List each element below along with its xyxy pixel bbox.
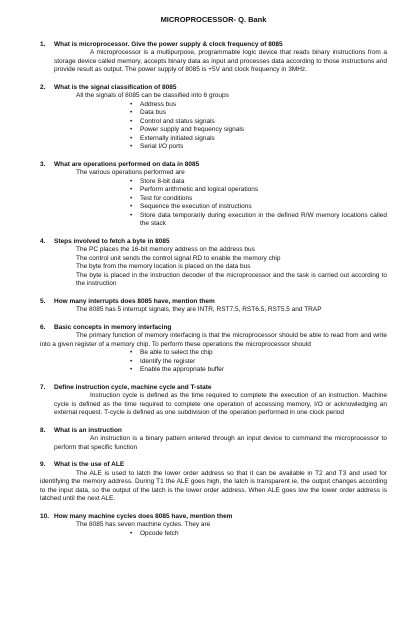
question-3: [40, 161, 387, 229]
answer-paragraph: Instruction cycle is defined as the time required to complete the execution of an instruction. Machine cycle is defined as the time required to complete one operation of accessing memory, I/O or acknowledging an external request. T-cycle is defined as one subdivision of the operation performed in one clock period: [54, 392, 387, 416]
list-item: • Store data temporarily during execution in the defined R/W memory locations called the stack: [140, 212, 387, 229]
question-number: 6.: [40, 323, 46, 331]
question-2: [40, 84, 387, 152]
list-item: • Data bus: [140, 109, 387, 118]
question-heading: [40, 298, 387, 307]
bullet-list: [40, 178, 387, 229]
question-number: 2.: [40, 83, 46, 91]
list-item: • Perform arithmetic and logical operations: [140, 186, 387, 195]
answer-intro: The 8085 has seven machine cycles. They are: [76, 521, 211, 528]
question-text: Steps involved to fetch a byte in 8085: [54, 237, 170, 245]
question-text: Define instruction cycle, machine cycle and T-state: [54, 383, 212, 391]
list-item: • Address bus: [140, 101, 387, 110]
answer-paragraph: An instruction is a binary pattern entered through an input device to command the microprocessor to perform that specific function: [54, 435, 387, 451]
bullet-list: [40, 101, 387, 152]
list-item: • Store 8-bit data: [140, 178, 387, 187]
question-number: 4.: [40, 237, 46, 245]
answer-paragraph: The primary function of memory interfacing is that the microprocessor should be able to read from and write into a given register of a memory chip. To perform these operations the microprocessor should: [40, 332, 387, 348]
page-title: MICROPROCESSOR- Q. Bank: [160, 15, 267, 24]
question-8: [40, 427, 387, 453]
answer-intro: The various operations performed are: [76, 169, 185, 176]
question-heading: [40, 513, 387, 522]
question-number: 10.: [40, 512, 50, 520]
answer-paragraph: The ALE is used to latch the lower order address so that it can be available in T2 and T3 and used for identifying the memory address. During T1 the ALE goes high, the latch is transparent ie, the output changes according to the input data, so the output of the latch is the lower order address. When ALE goes low the lower order address is latched until the next ALE.: [40, 469, 387, 502]
question-text: What is an instruction: [54, 426, 122, 434]
question-heading: [40, 238, 387, 247]
question-heading: [40, 324, 387, 333]
list-item: • Test for conditions: [140, 195, 387, 204]
question-heading: [40, 427, 387, 436]
list-item: • Power supply and frequency signals: [140, 126, 387, 135]
question-text: What is the signal classification of 8085: [54, 83, 177, 91]
question-number: 1.: [40, 40, 46, 48]
question-text: How many interrupts does 8085 have, mention them: [54, 297, 215, 305]
question-number: 7.: [40, 383, 46, 391]
question-5: [40, 298, 387, 315]
question-4: [40, 238, 387, 289]
bullet-list: [40, 530, 387, 539]
question-number: 3.: [40, 160, 46, 168]
question-9: [40, 461, 387, 504]
question-heading: [40, 161, 387, 170]
list-item: • Sequence the execution of instructions: [140, 203, 387, 212]
list-item: • Externally initiated signals: [140, 135, 387, 144]
list-item: • Enable the appropriate buffer: [140, 366, 387, 375]
answer-intro: All the signals of 8085 can be classified into 6 groups: [76, 92, 229, 99]
question-7: [40, 384, 387, 418]
question-text: Basic concepts in memory interfacing: [54, 323, 172, 331]
question-10: [40, 513, 387, 539]
bullet-list: [40, 349, 387, 375]
list-item: • Identify the register: [140, 358, 387, 367]
answer-intro: The 8085 has 5 interrupt signals, they are INTR, RST7.5, RST6.5, RST5.5 and TRAP: [76, 306, 322, 313]
question-heading: [40, 384, 387, 393]
question-heading: [40, 461, 387, 470]
list-item: • Be able to select the chip: [140, 349, 387, 358]
answer-line: The PC places the 16-bit memory address on the address bus: [76, 246, 255, 253]
answer-paragraph: A microprocessor is a multipurpose, programmable logic device that reads binary instructions from a storage device called memory, accepts binary data as input and processes data according to those instructions and provide result as output. The power supply of 8085 is +5V and clock frequency in 3MHz.: [54, 49, 387, 73]
answer-line: The control unit sends the control signal RD to enable the memory chip: [76, 254, 281, 262]
answer-line: The byte from the memory location is placed on the data bus: [76, 263, 251, 270]
question-heading: [40, 41, 387, 50]
question-text: What are operations performed on data in 8085: [54, 160, 200, 168]
question-6: [40, 324, 387, 375]
question-number: 9.: [40, 461, 46, 468]
question-1: [40, 41, 387, 75]
list-item: • Opcode fetch: [140, 530, 387, 539]
question-number: 8.: [40, 426, 46, 434]
question-number: 5.: [40, 297, 46, 305]
list-item: • Control and status signals: [140, 118, 387, 127]
question-text: What is microprocessor. Give the power supply & clock frequency of 8085: [54, 40, 283, 48]
question-text: What is the use of ALE: [54, 461, 125, 468]
question-heading: [40, 84, 387, 93]
answer-line: The byte is placed in the instruction decoder of the microprocessor and the task is carried out according to the instruction: [76, 271, 387, 287]
question-text: How many machine cycles does 8085 have, mention them: [54, 512, 233, 520]
list-item: • Serial I/O ports: [140, 143, 387, 152]
